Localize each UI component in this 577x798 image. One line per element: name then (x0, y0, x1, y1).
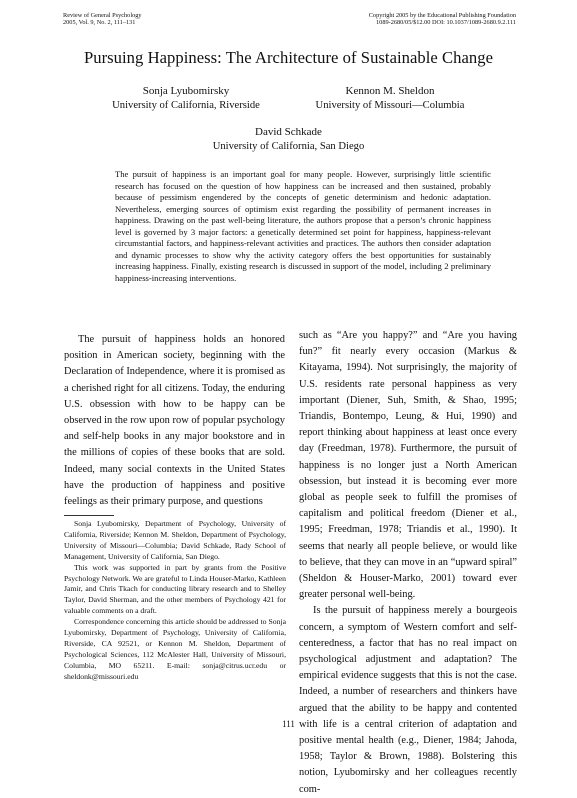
page-number: 111 (282, 719, 295, 729)
body-paragraph: such as “Are you happy?” and “Are you having fun?” fit nearly every occasion (Markus & Kitayama, 1994). Not surprisingly, the majority of U.S. residents rate personal happiness as very important (Diener, Suh, Smith, & Shao, 1995; Triandis, Bontempo, Leung, & Hui, 1990) and report thinking about happiness at least once every day (Freedman, 1978). Furthermore, the pursuit of happiness is no longer just a North American obsession, but instead it is becoming ever more global as people seek to fulfill the promises of capitalism and political freedom (Diener et al., 1995; Freedman, 1978; Triandis et al., 1990). It seems that nearly all people believe, or would like to believe, that they can move in an “upward spiral” (Sheldon & Houser-Marko, 2001) toward ever greater personal well-being. (299, 330, 517, 601)
footnote-acknowledgments: This work was supported in part by grants from the Positive Psychology Network. We are grateful to Linda Houser-Marko, Kathleen Jamir, and Chris Tkach for conducting library research and to Shelley Taylor, David Sherman, and the other members of Psychology 421 for valuable comments on a draft. (64, 562, 286, 616)
body-paragraph: The pursuit of happiness holds an honored position in American society, beginning with the Declaration of Independence, where it is promised as a cherished right for all citizens. Today, the enduring U.S. obsession with how to be happy can be observed in the row upon row of popular psychology and self-help books in any major bookstore and in the millions of copies of these books that are sold. Indeed, many social contexts in the United States have the production of happiness and positive feelings as their primary purpose, and questions (64, 334, 286, 508)
copyright-line: Copyright 2005 by the Educational Publishing Foundation (368, 12, 516, 19)
author-affiliation: University of California, Riverside (112, 99, 260, 111)
author-affiliation: University of Missouri—Columbia (315, 99, 465, 111)
author-note (64, 519, 286, 683)
copyright-notice (369, 12, 516, 27)
article-title: Pursuing Happiness: The Architecture of Sustainable Change (83, 48, 494, 67)
author-name: Sonja Lyubomirsky (142, 85, 230, 97)
author-name: Kennon M. Sheldon (345, 85, 435, 97)
footnote-affiliations: Sonja Lyubomirsky, Department of Psychology, University of California, Riverside; Kennon M. Sheldon, Department of Psychology, University of Missouri—Columbia; David Schkade, Rady School of Management, University of California, San Diego. (64, 519, 286, 561)
footnote-correspondence: Correspondence concerning this article should be addressed to Sonja Lyubomirsky, Department of Psychology, University of California, Riverside, CA 92521, or Kennon M. Sheldon, Department of Psychological Sciences, 112 McAlester Hall, University of Missouri, Columbia, MO 65211. E-mail: sonja@citrus.ucr.edu or sheldonk@missouri.edu (64, 617, 286, 681)
author-block-2 (300, 85, 480, 112)
journal-volume: 2005, Vol. 9, No. 2, 111–131 (63, 19, 136, 27)
journal-name: Review of General Psychology (63, 12, 142, 19)
footnote-divider (64, 515, 114, 516)
abstract: The pursuit of happiness is an important goal for many people. However, surprisingly little scientific research has focused on the question of how happiness can be increased and then sustained, probably because of pessimism engendered by the concepts of genetic determinism and hedonic adaptation. Nevertheless, emerging sources of optimism exist regarding the possibility of permanent increases in happiness. Drawing on the past well-being literature, the authors propose that a person’s chronic happiness level is governed by 3 major factors: a genetically determined set point for happiness, happiness-relevant circumstantial factors, and happiness-relevant activities and practices. The authors then consider adaptation and dynamic processes to show why the activity category offers the best opportunities for sustainably increasing happiness. Finally, existing research is discussed in support of the model, including 2 preliminary happiness-increasing interventions. (115, 169, 491, 283)
author-name: David Schkade (255, 126, 322, 138)
doi-line: 1089-2680/05/$12.00 DOI: 10.1037/1089-2680.9.2.111 (376, 19, 516, 27)
body-paragraph: Is the pursuit of happiness merely a bourgeois concern, a symptom of Western comfort and self-centeredness, a factor that has no real impact on psychological adjustment and adaptation? The empirical evidence suggests that this is not the case. Indeed, a number of researchers and thinkers have argued that the ability to be happy and contented with life is a central criterion of adaptation and positive mental health (e.g., Diener, 1984; Jahoda, 1958; Taylor & Brown, 1988). Bolstering this notion, Lyubomirsky and her colleagues recently com- (299, 605, 517, 795)
author-affiliation: University of California, San Diego (212, 140, 365, 152)
body-column-left (64, 332, 285, 510)
journal-citation (63, 12, 142, 27)
author-block-3 (180, 126, 397, 153)
author-block-1 (86, 85, 286, 112)
